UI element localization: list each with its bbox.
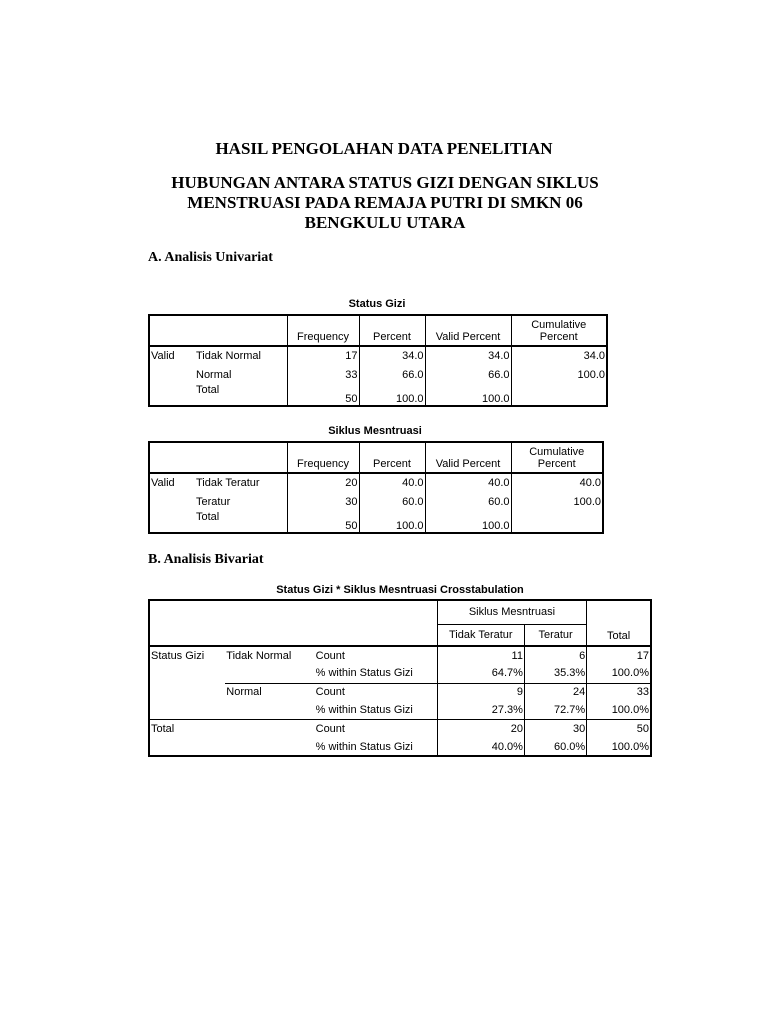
frequency-table-status-gizi bbox=[148, 314, 608, 407]
cell-tidak-teratur: 27.3% bbox=[437, 701, 524, 719]
cell-cumulative-percent: 100.0 bbox=[511, 365, 607, 384]
cell-total: 17 bbox=[587, 646, 651, 664]
subtitle-line: BENGKULU UTARA bbox=[304, 213, 466, 232]
cell-cumulative-percent: 40.0 bbox=[511, 473, 603, 492]
table-row bbox=[149, 473, 603, 492]
table-row bbox=[149, 683, 651, 701]
header-siklus-menstruasi: Siklus Mesntruasi bbox=[437, 600, 587, 624]
row-stat-label: % within Status Gizi bbox=[315, 701, 438, 719]
table-row bbox=[149, 511, 603, 533]
cell-frequency: 20 bbox=[287, 473, 359, 492]
row-label: Tidak Normal bbox=[196, 350, 261, 362]
header-cumulative-percent bbox=[511, 315, 607, 346]
cell-cumulative-percent: 100.0 bbox=[511, 492, 603, 511]
crosstab-table bbox=[148, 599, 652, 757]
cell-valid-percent: 100.0 bbox=[425, 384, 511, 406]
cell-percent: 40.0 bbox=[359, 473, 425, 492]
header-teratur: Teratur bbox=[524, 624, 586, 646]
cell-total: 100.0% bbox=[587, 738, 651, 756]
table-row bbox=[149, 492, 603, 511]
header-percent: Percent bbox=[359, 315, 425, 346]
cell-percent: 66.0 bbox=[359, 365, 425, 384]
row-label: Teratur bbox=[196, 495, 231, 508]
row-group-label: Valid bbox=[151, 477, 175, 489]
cell-frequency: 50 bbox=[287, 511, 359, 533]
subtitle-line: HUBUNGAN ANTARA STATUS GIZI DENGAN SIKLUS bbox=[171, 173, 599, 192]
row-group-label: Valid bbox=[151, 350, 175, 362]
cell-percent: 100.0 bbox=[359, 511, 425, 533]
cell-total: 33 bbox=[587, 683, 651, 701]
cell-teratur: 35.3% bbox=[524, 664, 586, 683]
cell-frequency: 30 bbox=[287, 492, 359, 511]
header-cumulative-percent bbox=[511, 442, 603, 473]
row-sub-label: Normal bbox=[226, 686, 262, 699]
cell-teratur: 24 bbox=[524, 683, 586, 701]
cell-tidak-teratur: 20 bbox=[437, 719, 524, 738]
header-valid-percent: Valid Percent bbox=[425, 442, 511, 473]
table-caption-siklus-menstruasi: Siklus Mesntruasi bbox=[328, 425, 422, 437]
table-row bbox=[149, 664, 651, 683]
page-title: HASIL PENGOLAHAN DATA PENELITIAN bbox=[215, 139, 553, 158]
cell-frequency: 17 bbox=[287, 346, 359, 365]
row-label: Normal bbox=[196, 368, 232, 381]
row-stat-label: Count bbox=[315, 722, 345, 735]
cell-valid-percent: 66.0 bbox=[425, 365, 511, 384]
cell-cumulative-percent: 34.0 bbox=[511, 346, 607, 365]
table-row bbox=[149, 738, 651, 756]
cell-teratur: 30 bbox=[524, 719, 586, 738]
cell-valid-percent: 34.0 bbox=[425, 346, 511, 365]
header-tidak-teratur: Tidak Teratur bbox=[437, 624, 524, 646]
table-header-row bbox=[149, 315, 607, 346]
crosstab-header-row bbox=[149, 600, 651, 624]
cell-cumulative-percent bbox=[511, 511, 603, 533]
cell-frequency: 33 bbox=[287, 365, 359, 384]
cell-teratur: 72.7% bbox=[524, 701, 586, 719]
table-row bbox=[149, 384, 607, 406]
row-stat-label: Count bbox=[315, 686, 345, 699]
row-group-label: Total bbox=[151, 722, 175, 735]
table-row bbox=[149, 701, 651, 719]
header-cumulative-line: Cumulative bbox=[529, 446, 585, 458]
header-frequency: Frequency bbox=[287, 315, 359, 346]
cell-percent: 34.0 bbox=[359, 346, 425, 365]
row-stat-label: Count bbox=[315, 649, 345, 662]
table-row bbox=[149, 719, 651, 738]
cell-tidak-teratur: 9 bbox=[437, 683, 524, 701]
cell-total: 100.0% bbox=[587, 664, 651, 683]
table-header-row bbox=[149, 442, 603, 473]
row-sub-label: Tidak Normal bbox=[226, 649, 292, 662]
row-stat-label: % within Status Gizi bbox=[315, 664, 438, 683]
row-group-label: Status Gizi bbox=[151, 649, 205, 662]
cell-percent: 100.0 bbox=[359, 384, 425, 406]
section-heading-univariat: A. Analisis Univariat bbox=[148, 250, 273, 265]
cell-percent: 60.0 bbox=[359, 492, 425, 511]
cell-tidak-teratur: 11 bbox=[437, 646, 524, 664]
cell-frequency: 50 bbox=[287, 384, 359, 406]
cell-valid-percent: 60.0 bbox=[425, 492, 511, 511]
frequency-table-siklus-menstruasi bbox=[148, 441, 604, 534]
cell-teratur: 6 bbox=[524, 646, 586, 664]
row-label: Total bbox=[196, 511, 220, 523]
table-row bbox=[149, 365, 607, 384]
header-cumulative-line: Cumulative bbox=[531, 319, 587, 331]
section-heading-bivariat: B. Analisis Bivariat bbox=[148, 552, 264, 567]
row-stat-label: % within Status Gizi bbox=[315, 740, 413, 753]
table-row bbox=[149, 646, 651, 664]
cell-total: 50 bbox=[587, 719, 651, 738]
cell-valid-percent: 40.0 bbox=[425, 473, 511, 492]
cell-cumulative-percent bbox=[511, 384, 607, 406]
page-subtitle bbox=[150, 173, 620, 233]
cell-valid-percent: 100.0 bbox=[425, 511, 511, 533]
subtitle-line: MENSTRUASI PADA REMAJA PUTRI DI SMKN 06 bbox=[187, 193, 583, 212]
header-percent: Percent bbox=[359, 442, 425, 473]
header-frequency: Frequency bbox=[287, 442, 359, 473]
cell-tidak-teratur: 64.7% bbox=[437, 664, 524, 683]
row-label: Tidak Teratur bbox=[196, 477, 260, 489]
row-label: Total bbox=[196, 384, 220, 396]
header-valid-percent: Valid Percent bbox=[425, 315, 511, 346]
header-total: Total bbox=[587, 600, 651, 646]
table-caption-status-gizi: Status Gizi bbox=[348, 298, 406, 310]
cell-tidak-teratur: 40.0% bbox=[437, 738, 524, 756]
table-caption-crosstab: Status Gizi * Siklus Mesntruasi Crosstabulation bbox=[276, 584, 524, 596]
table-row bbox=[149, 346, 607, 365]
header-cumulative-line: Percent bbox=[539, 331, 578, 343]
cell-teratur: 60.0% bbox=[524, 738, 586, 756]
header-cumulative-line: Percent bbox=[537, 458, 576, 470]
cell-total: 100.0% bbox=[587, 701, 651, 719]
